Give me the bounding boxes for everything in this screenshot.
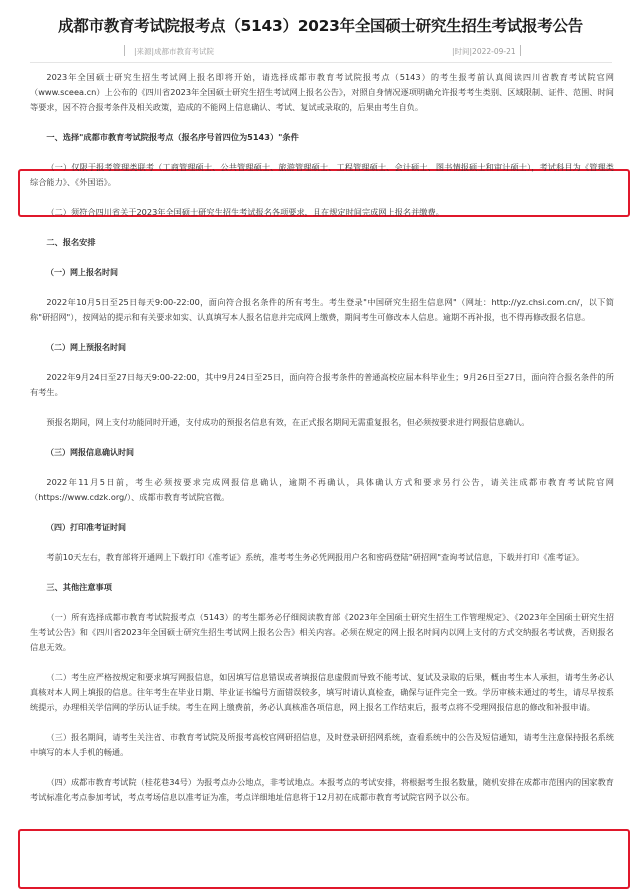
subheading-confirmation: （三）网报信息确认时间: [46, 447, 134, 457]
intro-paragraph: 2023年全国硕士研究生招生考试网上报名即将开始，请选择成都市教育考试院报考点（5143）的考生报考前认真阅读四川省教育考试院官网（www.sceea.cn）上公布的《四川省2023年全国硕士研究生招生考试网上报名公告》，对照自身情况逐项明确允许报考考生类别、区域限制、证件、范围、时间等要求，因不符合报考条件及相关政策，造成的不能网上信息确认、考试、复试或录取的，后果由考生自负。: [30, 72, 614, 112]
section-heading-schedule: 二、报名安排: [46, 237, 96, 247]
subheading-admission-ticket: （四）打印准考证时间: [46, 522, 126, 532]
article-body: [30, 70, 614, 805]
note-item-3: （三）报名期间，请考生关注省、市教育考试院及所报考高校官网研招信息，及时登录研招网系统，查看系统中的公告及短信通知，请考生注意保持报名系统中填写的本人手机的畅通。: [30, 732, 614, 757]
condition-item-2: （二）须符合四川省关于2023年全国硕士研究生招生考试报名各项要求，且在规定时间完成网上报名并缴费。: [46, 207, 444, 217]
paragraph-confirmation: 2022年11月5日前，考生必须按要求完成网报信息确认，逾期不再确认，具体确认方式和要求另行公告，请关注成都市教育考试院官网（https://www.cdzk.org/）、成都市教育考试院官微。: [30, 477, 614, 502]
section-heading-notes: 三、其他注意事项: [46, 582, 112, 592]
note-item-1: （一）所有选择成都市教育考试院报考点（5143）的考生都务必仔细阅读教育部《2023年全国硕士研究生招生工作管理规定》、《2023年全国硕士研究生招生考试公告》和《四川省2023年全国硕士研究生招生考试网上报名公告》相关内容。必须在规定的网上报名时间内以网上支付的方式交纳报名考试费，否则报名信息无效。: [30, 612, 614, 652]
source-label: |来源|成都市教育考试院: [134, 47, 215, 56]
meta-divider: [520, 45, 521, 56]
paragraph-payment: 预报名期间，网上支付功能同时开通，支付成功的预报名信息有效，在正式报名期间无需重复报名，但必须按要求进行网报信息确认。: [46, 417, 530, 427]
highlight-box-exam-location: [18, 829, 630, 889]
paragraph-admission-ticket: 考前10天左右，教育部将开通网上下载打印《准考证》系统，准考考生务必凭网报用户名和密码登陆"研招网"查询考试信息，下载并打印《准考证》。: [46, 552, 585, 562]
page-title: 成都市教育考试院报考点（5143）2023年全国硕士研究生招生考试报考公告: [58, 17, 583, 35]
paragraph-pre-registration: 2022年9月24日至27日每天9:00-22:00，其中9月24日至25日，面向符合报考条件的普通高校应届本科毕业生；9月26日至27日，面向符合报名条件的所有考生。: [30, 372, 614, 397]
note-item-2: （二）考生应严格按规定和要求填写网报信息，如因填写信息错误或者填报信息虚假而导致不能考试、复试及录取的后果，概由考生本人承担，请考生务必认真核对本人网上填报的信息。往年考生在毕业日期、毕业证书编号方面错误较多，填写时请认真检查，确保与证件完全一致。学历审核未通过的考生，请尽早按系统提示，办理相关学信网的学历认证手续。考生在网上缴费前，务必认真核准各项信息，网上报名工作结束后，报考点将不受理网报信息的修改和补报申请。: [30, 672, 614, 712]
title-divider: [30, 62, 612, 63]
subheading-pre-registration: （二）网上预报名时间: [46, 342, 126, 352]
publish-time: |时间|2022-09-21: [452, 47, 516, 56]
condition-item-1: （一）仅限于报考管理类联考（工商管理硕士、公共管理硕士、旅游管理硕士、工程管理硕士、会计硕士、图书情报硕士和审计硕士），考试科目为《管理类综合能力》、《外国语》。: [30, 162, 614, 187]
note-item-4: （四）成都市教育考试院（桂花巷34号）为报考点办公地点，非考试地点。本报考点的考试安排，将根据考生报名数量，随机安排在成都市范围内的国家教育考试标准化考点参加考试，考点考场信息以准考证为准，考点详细地址信息将于12月初在成都市教育考试院官网予以公布。: [30, 777, 614, 802]
subheading-online-registration: （一）网上报名时间: [46, 267, 118, 277]
article-meta: [124, 40, 521, 60]
section-heading-conditions: 一、选择"成都市教育考试院报考点（报名序号首四位为5143）"条件: [46, 132, 299, 142]
paragraph-online-registration: 2022年10月5日至25日每天9:00-22:00，面向符合报名条件的所有考生。考生登录"中国研究生招生信息网"（网址：http://yz.chsi.com.cn/，以下简称"研招网"），按网站的提示和有关要求如实、认真填写本人报名信息并完成网上缴费，期间考生可修改本人信息。逾期不再补报，也不得再修改报名信息。: [30, 297, 614, 322]
meta-divider: [124, 45, 125, 56]
